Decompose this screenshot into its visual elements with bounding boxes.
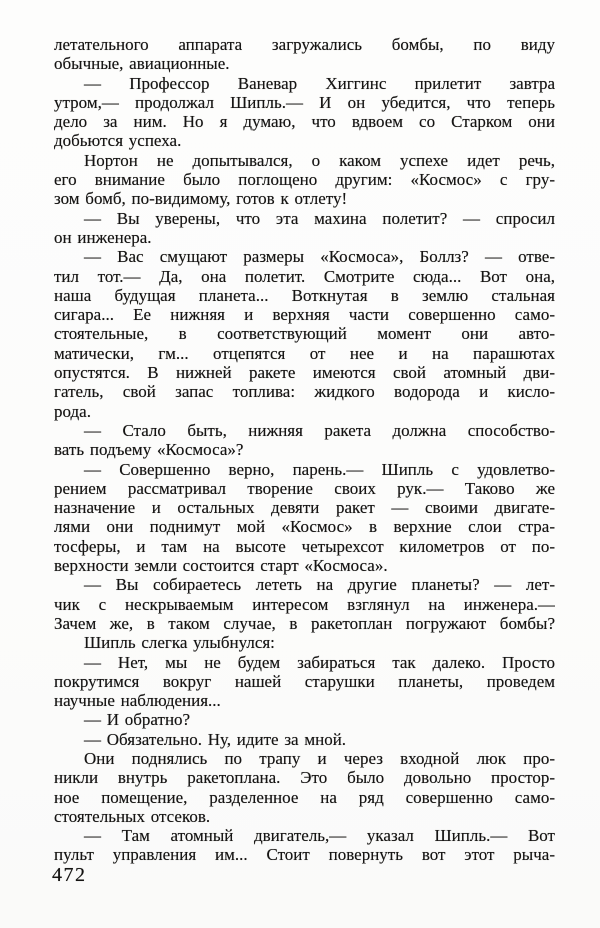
text-line: чик с нескрываемым интересом взглянул на инженера.— bbox=[54, 594, 555, 614]
text-line: пульт управления им... Стоит повернуть вот этот рыча- bbox=[54, 845, 555, 865]
text-line: верхности земли состоится старт «Космоса». bbox=[54, 556, 388, 576]
text-line: Шипль слегка улыбнулся: bbox=[84, 633, 275, 653]
text-line: ное помещение, разделенное на ряд совершенно само- bbox=[54, 787, 555, 807]
text-line: матически, гм... отцепятся от нее и на парашютах bbox=[54, 343, 555, 363]
text-line: добьются успеха. bbox=[54, 131, 182, 151]
text-line: стоятельные, в соответствующий момент они авто- bbox=[54, 324, 555, 344]
text-line: Нортон не допытывался, о каком успехе идет речь, bbox=[84, 150, 555, 170]
text-line: рода. bbox=[54, 401, 91, 421]
text-line: гатель, свой запас топлива: жидкого водорода и кисло- bbox=[54, 382, 555, 402]
text-line: тил тот.— Да, она полетит. Смотрите сюда... Вот она, bbox=[54, 266, 555, 286]
text-line: научные наблюдения... bbox=[54, 691, 221, 711]
text-line: — Нет, мы не будем забираться так далеко. Просто bbox=[84, 652, 555, 672]
text-line: покрутимся вокруг нашей старушки планеты, проведем bbox=[54, 671, 555, 691]
text-line: утром,— продолжал Шипль.— И он убедится, что теперь bbox=[54, 92, 555, 112]
text-line: стоятельных отсеков. bbox=[54, 806, 211, 826]
text-line: — Совершенно верно, парень.— Шипль с удовлетво- bbox=[84, 459, 555, 479]
text-line: он инженера. bbox=[54, 227, 152, 247]
text-line: — Там атомный двигатель,— указал Шипль.— Вот bbox=[84, 826, 555, 846]
page-text bbox=[54, 35, 555, 865]
text-line: — И обратно? bbox=[84, 710, 191, 730]
text-line: лями они поднимут мой «Космос» в верхние слои стра- bbox=[54, 517, 555, 537]
text-line: — Вас смущают размеры «Космоса», Боллз? — отве- bbox=[84, 247, 555, 267]
text-line: — Обязательно. Ну, идите за мной. bbox=[84, 729, 347, 749]
text-line: — Профессор Ваневар Хиггинс прилетит завтра bbox=[84, 73, 555, 93]
text-line: тосферы, и там на высоте четырехсот километров от по- bbox=[54, 536, 555, 556]
text-line: зом бомб, по-видимому, готов к отлету! bbox=[54, 189, 348, 209]
text-line: рением рассматривал творение своих рук.— Таково же bbox=[54, 478, 555, 498]
text-line: — Стало быть, нижняя ракета должна способство- bbox=[84, 420, 555, 440]
text-line: никли внутрь ракетоплана. Это было довольно простор- bbox=[54, 768, 555, 788]
text-line: наша будущая планета... Воткнутая в землю стальная bbox=[54, 285, 555, 305]
text-line: дело за ним. Но я думаю, что вдвоем со Старком они bbox=[54, 112, 555, 132]
text-line: — Вы уверены, что эта махина полетит? — спросил bbox=[84, 208, 555, 228]
text-line: Зачем же, в таком случае, в ракетоплан погружают бомбы? bbox=[54, 613, 555, 633]
page-number: 472 bbox=[52, 864, 87, 886]
text-line: летательного аппарата загружались бомбы, по виду bbox=[54, 35, 555, 54]
text-line: обычные, авиационные. bbox=[54, 54, 230, 74]
text-line: опустятся. В нижней ракете имеются свой атомный дви- bbox=[54, 363, 555, 383]
text-line: Они поднялись по трапу и через входной люк про- bbox=[84, 748, 555, 768]
text-line: его внимание было поглощено другим: «Космос» с гру- bbox=[54, 170, 555, 190]
text-line: — Вы собираетесь лететь на другие планеты? — лет- bbox=[84, 575, 555, 595]
text-line: назначение и остальных девяти ракет — своими двигате- bbox=[54, 498, 555, 518]
text-line: вать подъему «Космоса»? bbox=[54, 440, 244, 460]
text-line: сигара... Ее нижняя и верхняя части совершенно само- bbox=[54, 305, 555, 325]
